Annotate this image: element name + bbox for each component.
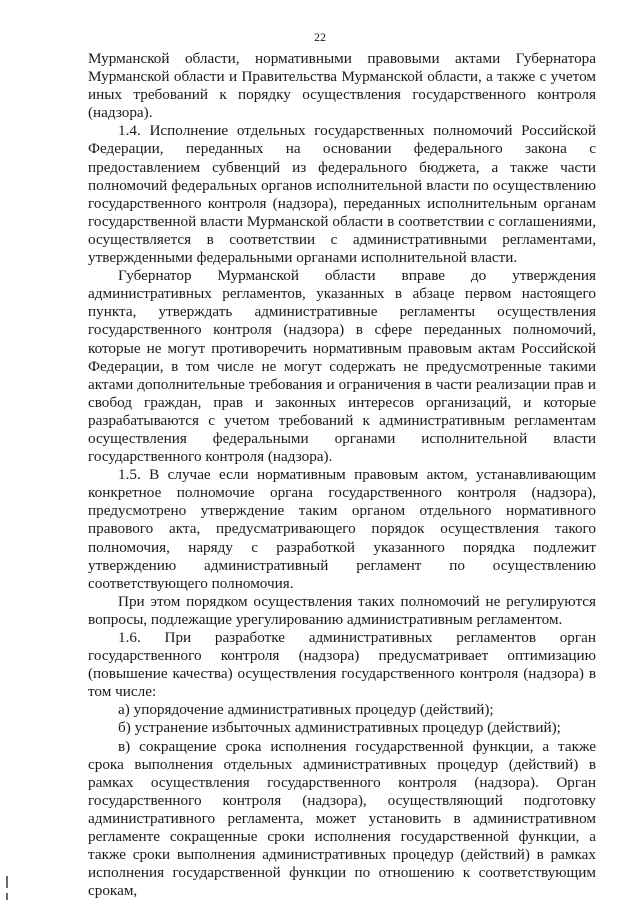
page-number: 22 — [314, 30, 326, 44]
paragraph: а) упорядочение административных процедур (действий); — [118, 701, 494, 719]
scan-edge-mark — [6, 893, 8, 900]
paragraph: б) устранение избыточных административных процедур (действий); — [118, 719, 561, 737]
paragraph: 1.4. Исполнение отдельных государственных полномочий Российской Федерации, переданных на основании федерального закона с предоставлением субвенций из федерального бюджета, а также части полномочий федеральных органов исполнительной власти по осуществлению государственного контроля (надзора), переданных исполнительным органам государственной власти Мурманской области в соответствии с соглашениями, осуществляется в соответствии с административными регламентами, утвержденными федеральными органами исполнительной власти. — [88, 122, 596, 267]
scan-edge-mark — [6, 876, 8, 888]
paragraph: При этом порядком осуществления таких полномочий не регулируются вопросы, подлежащие урегулированию административным регламентом. — [88, 592, 596, 628]
document-body — [88, 50, 596, 900]
paragraph: в) сокращение срока исполнения государственной функции, а также срока выполнения отдельных административных процедур (действий) в рамках осуществления государственного контроля (надзора). Орган государственного контроля (надзора), осуществляющий подготовку административного регламента, может установить в административном регламенте сокращенные сроки исполнения государственной функции, а также сроки выполнения административных процедур (действий) в рамках исполнения государственной функции по отношению к соответствующим срокам, — [88, 737, 596, 900]
paragraph: Губернатор Мурманской области вправе до утверждения административных регламентов, указанных в абзаце первом настоящего пункта, утверждать административные регламенты осуществления государственного контроля (надзора) в сфере переданных полномочий, которые не могут противоречить нормативным правовым актам Российской Федерации, в том числе не могут содержать не предусмотренные такими актами дополнительные требования и ограничения в части реализации прав и свобод граждан, прав и законных интересов организаций, и которые разрабатываются с учетом требований к административным регламентам осуществления федеральными органами исполнительной власти государственного контроля (надзора). — [88, 267, 596, 466]
paragraph: 1.5. В случае если нормативным правовым актом, устанавливающим конкретное полномочие органа государственного контроля (надзора), предусмотрено утверждение таким органом отдельного нормативного правового акта, предусматривающего порядок осуществления такого полномочия, наряду с разработкой указанного порядка подлежит утверждению административный регламент по осуществлению соответствующего полномочия. — [88, 466, 596, 592]
paragraph: 1.6. При разработке административных регламентов орган государственного контроля (надзора) предусматривает оптимизацию (повышение качества) осуществления государственного контроля (надзора) в том числе: — [88, 629, 596, 701]
paragraph: Мурманской области, нормативными правовыми актами Губернатора Мурманской области и Правительства Мурманской области, а также с учетом иных требований к порядку осуществления государственного контроля (надзора). — [88, 50, 596, 122]
